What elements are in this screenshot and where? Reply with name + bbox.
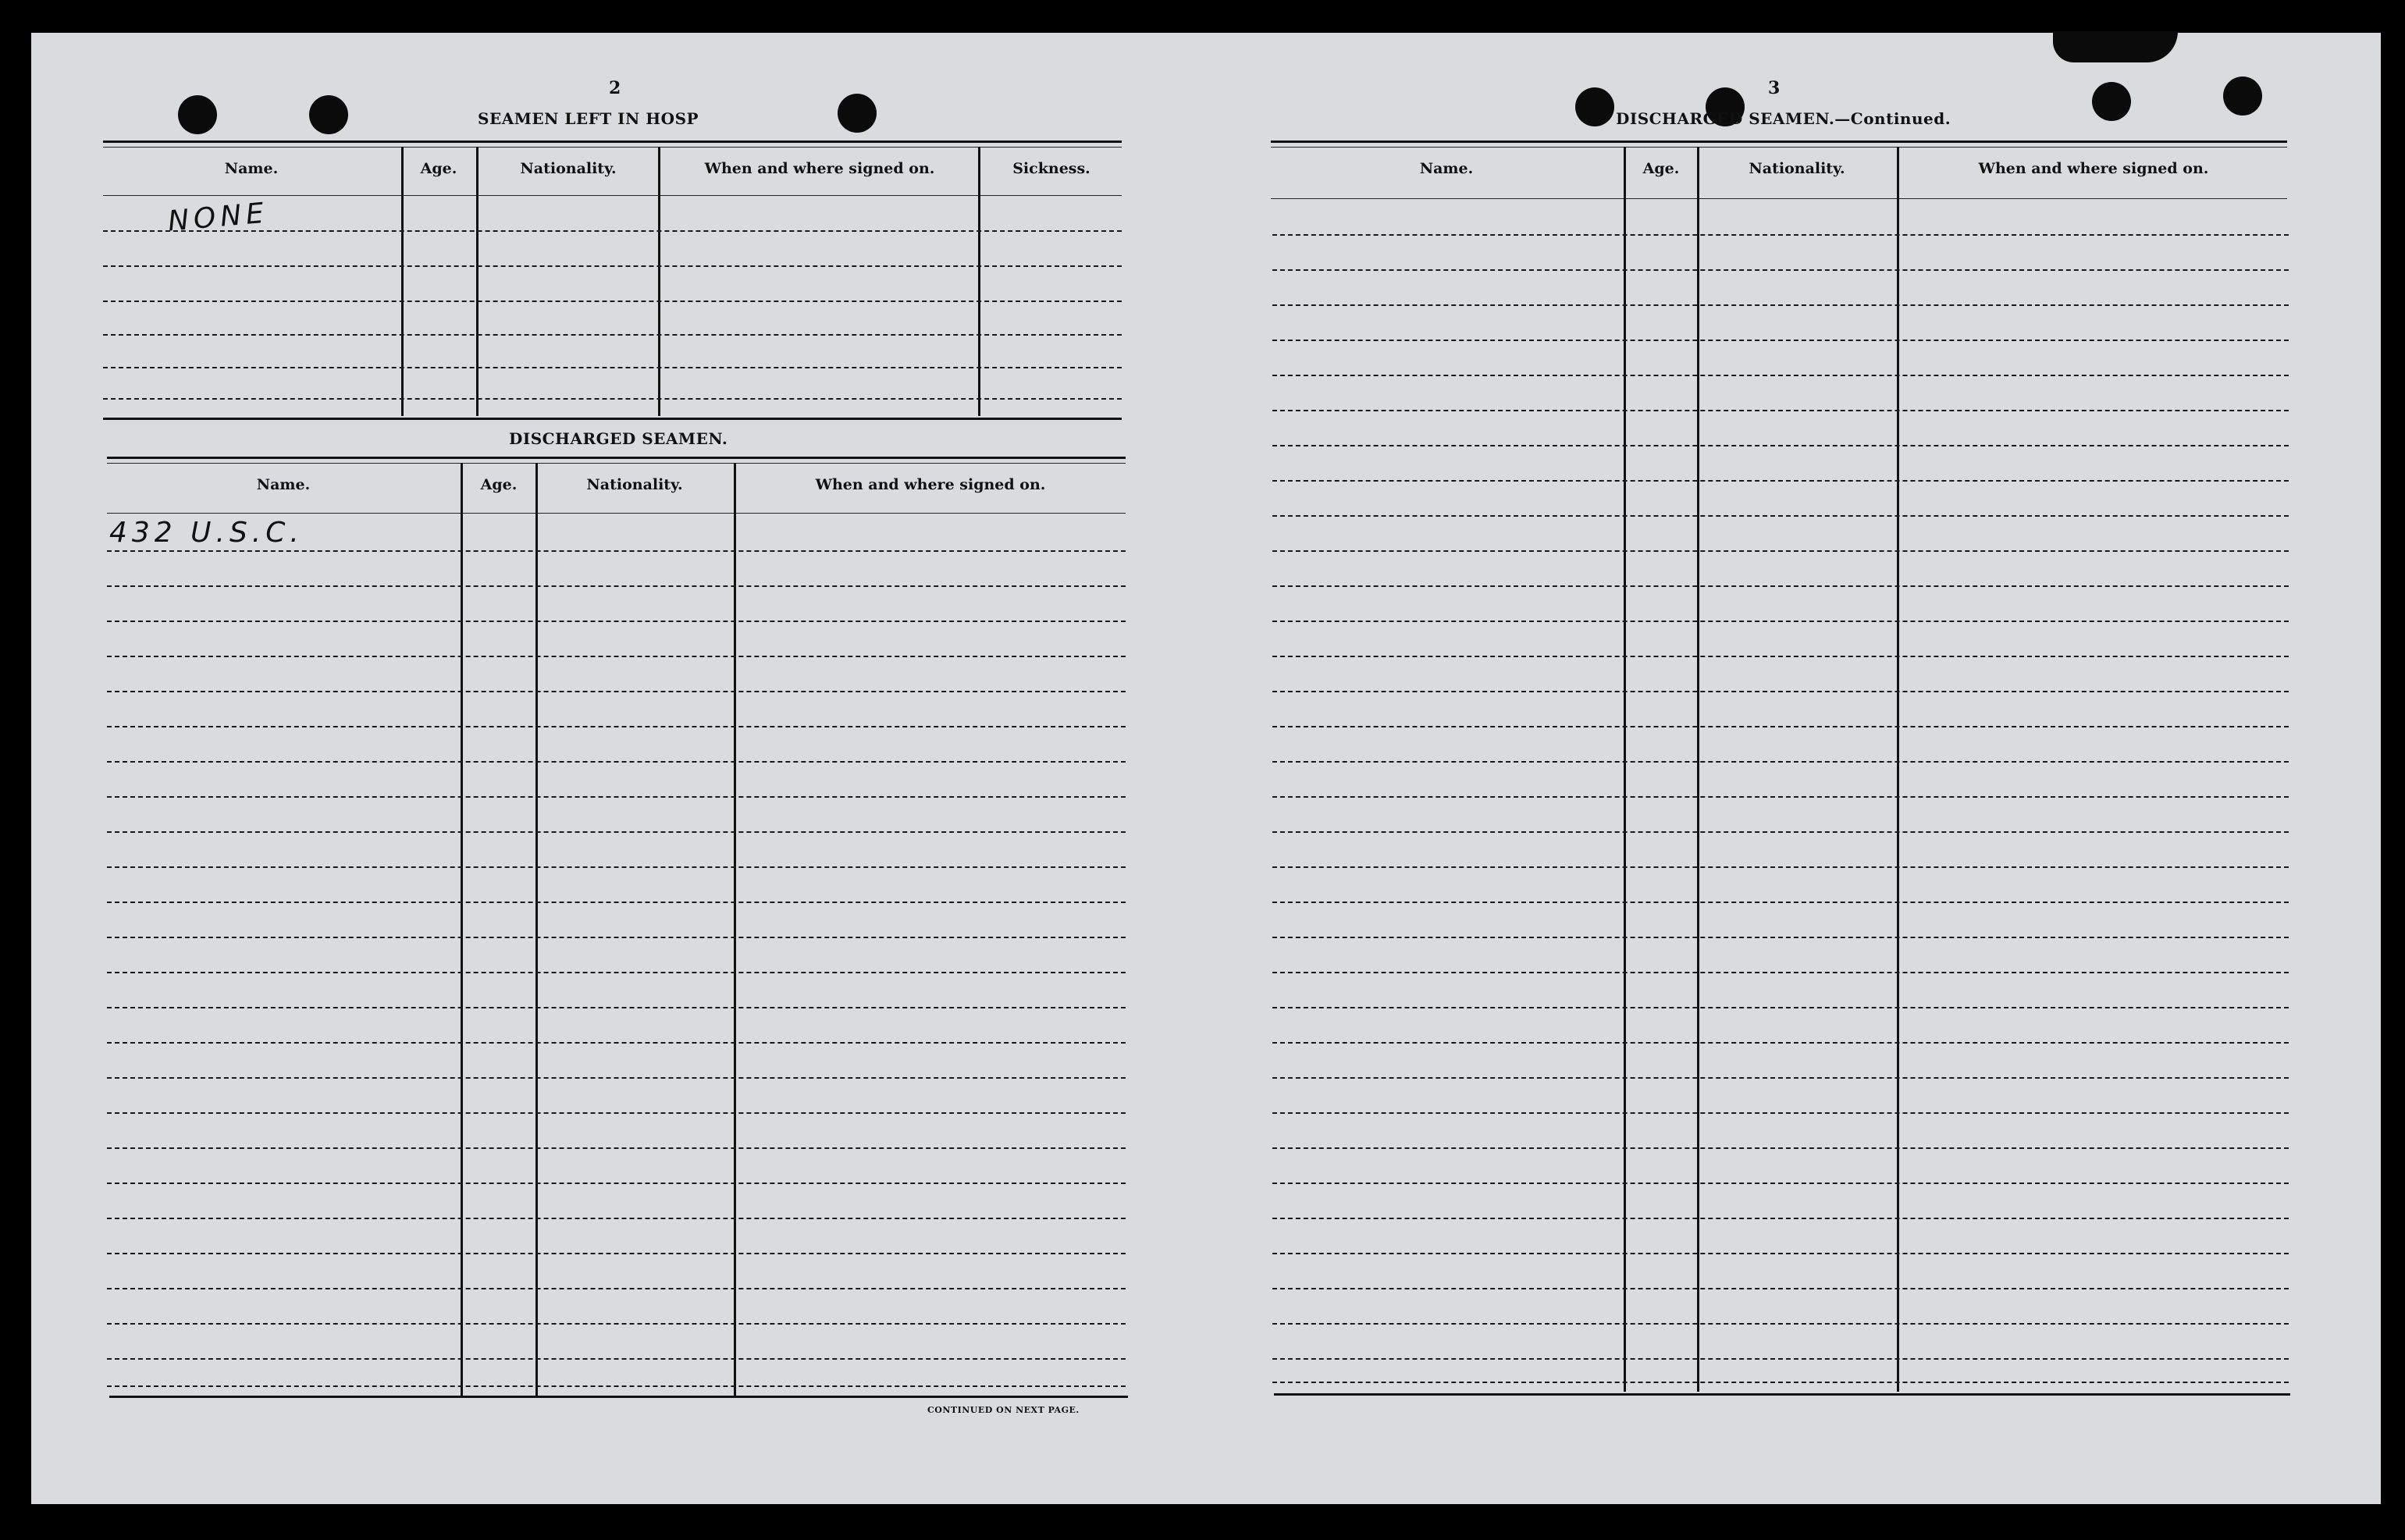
column-divider (734, 463, 736, 1396)
document-sheet (31, 33, 2381, 1504)
rule (103, 195, 1122, 196)
column-divider (1897, 147, 1899, 1392)
right-col-signed-on: When and where signed on. (1978, 160, 2209, 177)
rule (107, 513, 1126, 514)
right-col-nationality: Nationality. (1749, 160, 1845, 177)
punch-hole (2092, 82, 2131, 121)
punch-hole (838, 94, 877, 133)
hospital-col-sickness: Sickness. (1012, 160, 1090, 177)
continued-note: CONTINUED ON NEXT PAGE. (927, 1405, 1080, 1415)
discharged-col-name: Name. (256, 476, 311, 493)
hospital-col-nationality: Nationality. (520, 160, 617, 177)
column-divider (1697, 147, 1699, 1392)
punch-hole (2223, 76, 2262, 116)
discharged-col-nationality: Nationality. (586, 476, 683, 493)
torn-corner (2053, 31, 2178, 62)
hospital-section-title: SEAMEN LEFT IN HOSP (478, 109, 699, 128)
rule (103, 147, 1122, 148)
hospital-col-age: Age. (420, 160, 457, 177)
rule (1271, 140, 2287, 143)
column-divider (476, 147, 479, 416)
page-number-right: 3 (1768, 78, 1781, 98)
column-divider (401, 147, 404, 416)
column-divider (535, 463, 538, 1396)
rule (103, 418, 1122, 420)
rule (1271, 198, 2287, 199)
column-divider (1624, 147, 1626, 1392)
handwritten-none: NONE (166, 197, 270, 238)
right-section-title: DISCHARGED SEAMEN.—Continued. (1616, 109, 1951, 128)
column-divider (978, 147, 980, 416)
rule (103, 140, 1122, 143)
discharged-section-title: DISCHARGED SEAMEN. (509, 429, 728, 448)
discharged-col-signed-on: When and where signed on. (815, 476, 1046, 493)
rule (107, 457, 1126, 459)
hospital-col-signed-on: When and where signed on. (704, 160, 935, 177)
right-col-name: Name. (1419, 160, 1474, 177)
right-col-age: Age. (1642, 160, 1680, 177)
rule (1274, 1393, 2290, 1396)
handwritten-entry: 432 U.S.C. (109, 517, 304, 549)
hospital-col-name: Name. (224, 160, 279, 177)
column-divider (461, 463, 463, 1396)
punch-hole (309, 95, 348, 134)
rule (1271, 147, 2287, 148)
rule (109, 1396, 1128, 1398)
column-divider (658, 147, 660, 416)
punch-hole (1575, 87, 1614, 126)
page-number-left: 2 (609, 78, 621, 98)
rule (107, 463, 1126, 464)
punch-hole (178, 95, 217, 134)
discharged-col-age: Age. (480, 476, 518, 493)
